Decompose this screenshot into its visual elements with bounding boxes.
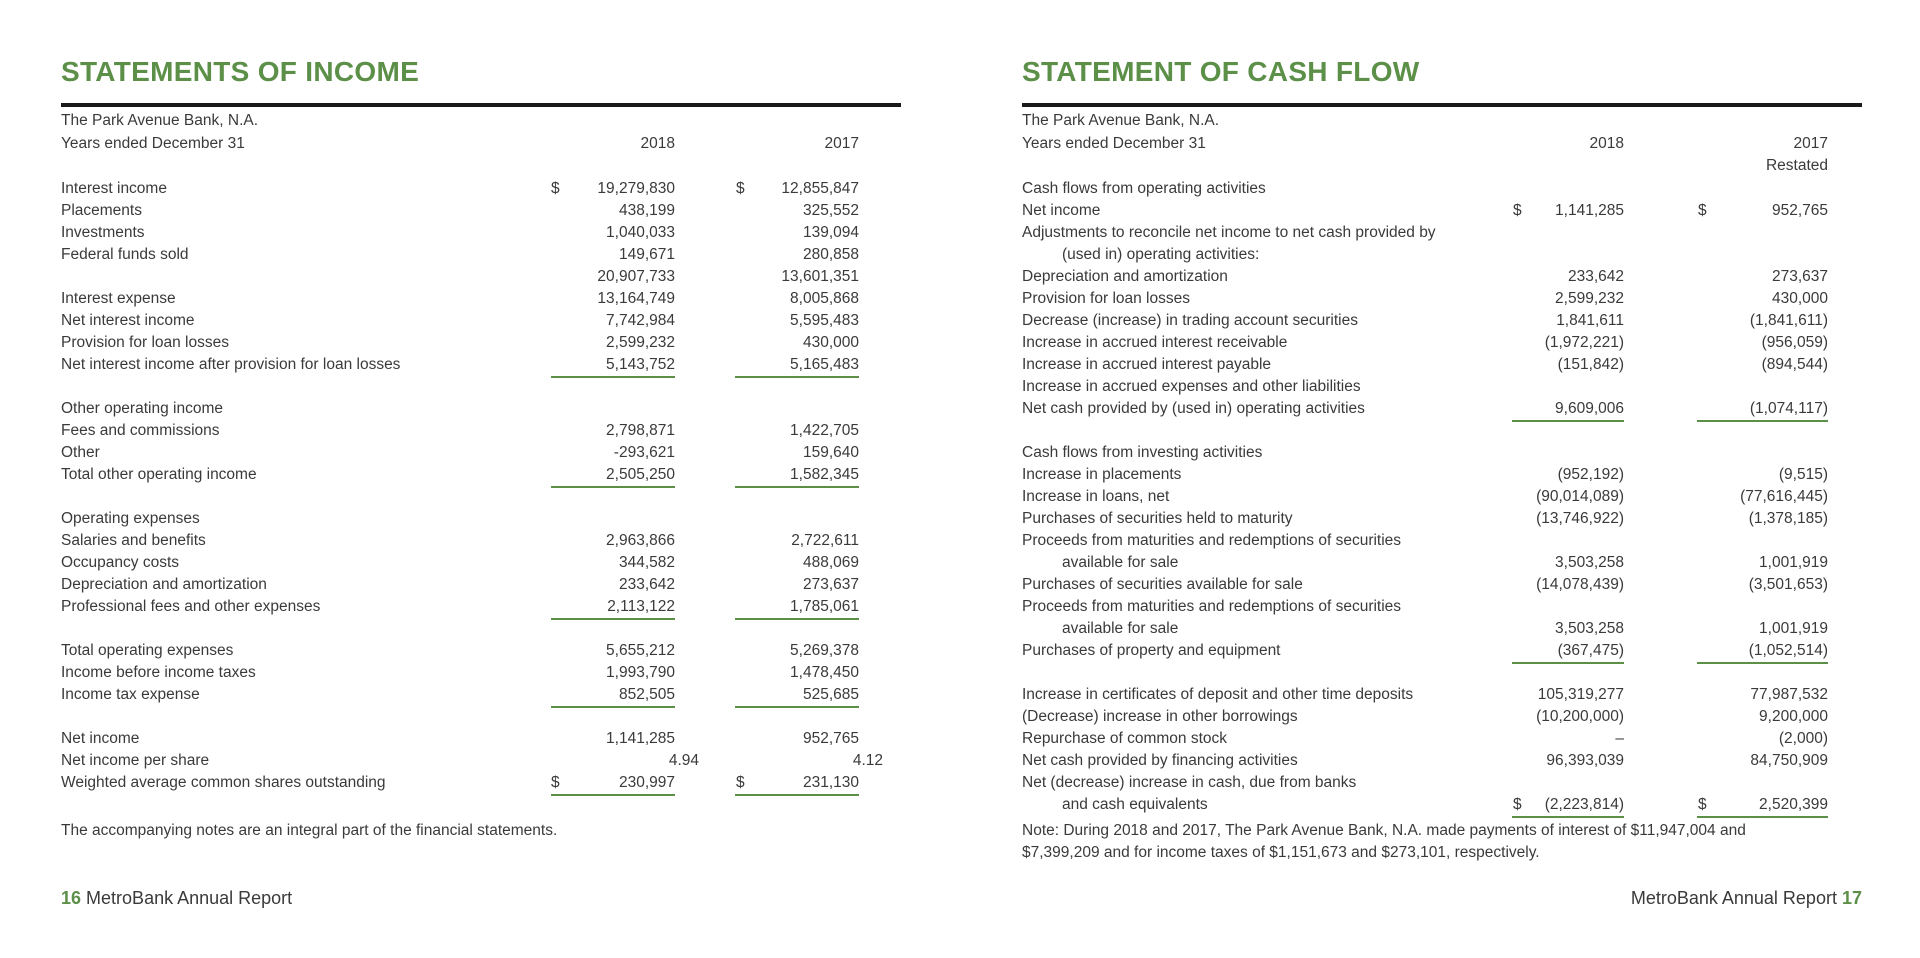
row-label: available for sale	[1062, 620, 1179, 637]
statement-row	[61, 530, 901, 552]
total-underline	[1512, 662, 1624, 664]
value-2018: 2,599,232	[606, 334, 675, 351]
row-label: and cash equivalents	[1062, 796, 1208, 813]
statement-row	[1022, 244, 1862, 266]
statement-row	[1022, 552, 1862, 574]
statement-row	[61, 728, 901, 750]
row-label: (Decrease) increase in other borrowings	[1022, 708, 1298, 725]
value-2018: 3,503,258	[1555, 620, 1624, 637]
row-label: Depreciation and amortization	[61, 576, 267, 593]
value-2017: 77,987,532	[1750, 686, 1828, 703]
value-2017: 5,595,483	[790, 312, 859, 329]
value-2018: (1,972,221)	[1544, 334, 1624, 351]
row-label: Other operating income	[61, 400, 223, 417]
footer-text: MetroBank Annual Report	[86, 888, 293, 908]
value-2018: 5,655,212	[606, 642, 675, 659]
total-underline	[735, 618, 859, 620]
total-underline	[1697, 420, 1828, 422]
statement-row	[61, 332, 901, 354]
total-underline	[735, 706, 859, 708]
currency-symbol: $	[551, 774, 560, 791]
value-2018: 1,040,033	[606, 224, 675, 241]
statement-row	[1022, 310, 1862, 332]
statement-row	[61, 398, 901, 420]
statement-row	[61, 596, 901, 618]
total-underline	[1697, 816, 1828, 818]
period-label: Years ended December 31	[1022, 135, 1206, 152]
statement-row	[1022, 332, 1862, 354]
title-rule	[61, 103, 901, 107]
row-label: Net income per share	[61, 752, 210, 769]
value-2018: 7,742,984	[606, 312, 675, 329]
statement-row	[61, 288, 901, 310]
value-2017: (1,841,611)	[1749, 312, 1828, 329]
value-2017: 952,765	[802, 730, 859, 747]
value-2018: 20,907,733	[597, 268, 675, 285]
page-footer-left	[61, 887, 292, 909]
value-2017: (1,052,514)	[1748, 642, 1828, 659]
row-label: Increase in accrued expenses and other liabilities	[1022, 378, 1361, 395]
statement-row	[1022, 706, 1862, 728]
value-2018: 105,319,277	[1537, 686, 1624, 703]
row-label: Total operating expenses	[61, 642, 234, 659]
statement-row	[61, 420, 901, 442]
row-label: Increase in accrued interest receivable	[1022, 334, 1288, 351]
statement-row	[61, 508, 901, 530]
value-2017: (1,074,117)	[1749, 400, 1828, 417]
row-label: Interest income	[61, 180, 167, 197]
statement-row	[1022, 486, 1862, 508]
statement-row	[1022, 354, 1862, 376]
value-2017: 139,094	[802, 224, 859, 241]
value-2017: (956,059)	[1761, 334, 1828, 351]
total-underline	[735, 794, 859, 796]
page-number: 16	[61, 888, 82, 908]
footnote: The accompanying notes are an integral part of the financial statements.	[61, 822, 558, 839]
total-underline	[551, 486, 675, 488]
value-2017: 325,552	[802, 202, 859, 219]
value-2017: 8,005,868	[790, 290, 859, 307]
value-2018: 1,141,285	[606, 730, 675, 747]
row-label: Net cash provided by (used in) operating activities	[1022, 400, 1365, 417]
statement-row	[1022, 618, 1862, 640]
value-2018: –	[1615, 730, 1624, 747]
row-label: Provision for loan losses	[1022, 290, 1190, 307]
bank-name: The Park Avenue Bank, N.A.	[61, 112, 259, 129]
currency-symbol: $	[736, 180, 745, 197]
total-underline	[1512, 420, 1624, 422]
statement-row	[61, 640, 901, 662]
value-2017: (894,544)	[1761, 356, 1828, 373]
row-label: Increase in loans, net	[1022, 488, 1170, 505]
value-2017: 231,130	[802, 774, 859, 791]
statement-row	[1022, 640, 1862, 662]
statement-row	[1022, 508, 1862, 530]
value-2017: 1,582,345	[790, 466, 859, 483]
statement-row	[61, 662, 901, 684]
row-label: Increase in certificates of deposit and other time deposits	[1022, 686, 1414, 703]
row-label: Weighted average common shares outstanding	[61, 774, 386, 791]
period-row	[1022, 133, 1862, 155]
statement-row	[1022, 288, 1862, 310]
value-2018: 4.94	[668, 752, 699, 769]
row-label: available for sale	[1062, 554, 1179, 571]
row-label: Income tax expense	[61, 686, 200, 703]
value-2017: 280,858	[802, 246, 859, 263]
value-2017: 273,637	[802, 576, 859, 593]
value-2017: 9,200,000	[1759, 708, 1828, 725]
statement-row	[61, 310, 901, 332]
value-2018: 344,582	[618, 554, 675, 571]
row-label: Proceeds from maturities and redemptions of securities	[1022, 598, 1402, 615]
statement-row	[61, 464, 901, 486]
value-2017: 5,269,378	[790, 642, 859, 659]
value-2018: 233,642	[618, 576, 675, 593]
value-2017: (9,515)	[1778, 466, 1828, 483]
value-2017: (3,501,653)	[1748, 576, 1828, 593]
value-2018: (10,200,000)	[1536, 708, 1624, 725]
total-underline	[551, 706, 675, 708]
note-line-1: Note: During 2018 and 2017, The Park Avenue Bank, N.A. made payments of interest of $11,947,004 and	[1022, 822, 1746, 839]
statement-row	[61, 442, 901, 464]
total-underline	[1512, 816, 1624, 818]
row-label: Purchases of securities available for sale	[1022, 576, 1303, 593]
column-header-2018: 2018	[640, 135, 675, 152]
value-2018: 230,997	[618, 774, 675, 791]
row-label: Purchases of securities held to maturity	[1022, 510, 1293, 527]
value-2017: 952,765	[1771, 202, 1828, 219]
period-row	[61, 133, 901, 155]
statement-row	[1022, 772, 1862, 794]
row-label: Decrease (increase) in trading account securities	[1022, 312, 1358, 329]
column-header-2017: 2017	[1793, 135, 1828, 152]
row-label: Operating expenses	[61, 510, 200, 527]
value-2017: 1,422,705	[790, 422, 859, 439]
value-2017: 4.12	[852, 752, 883, 769]
row-label: Fees and commissions	[61, 422, 220, 439]
currency-symbol: $	[1698, 796, 1707, 813]
statement-row	[61, 684, 901, 706]
value-2017: 273,637	[1771, 268, 1828, 285]
bank-name: The Park Avenue Bank, N.A.	[1022, 112, 1220, 129]
value-2018: 1,141,285	[1555, 202, 1624, 219]
statement-row	[1022, 200, 1862, 222]
value-2018: (90,014,089)	[1536, 488, 1624, 505]
statement-row	[61, 200, 901, 222]
value-2017: 159,640	[802, 444, 859, 461]
value-2017: 2,722,611	[791, 532, 859, 549]
value-2018: (2,223,814)	[1544, 796, 1624, 813]
page-title: STATEMENT OF CASH FLOW	[1022, 56, 1420, 87]
statement-row	[1022, 442, 1862, 464]
value-2017: (2,000)	[1778, 730, 1828, 747]
page-footer-right	[1631, 887, 1862, 909]
value-2018: 96,393,039	[1546, 752, 1624, 769]
value-2018: 852,505	[618, 686, 675, 703]
statement-row	[1022, 750, 1862, 772]
value-2018: (367,475)	[1557, 642, 1624, 659]
statement-row	[61, 354, 901, 376]
statement-row	[61, 178, 901, 200]
total-underline	[735, 376, 859, 378]
currency-symbol: $	[736, 774, 745, 791]
statement-row	[1022, 464, 1862, 486]
row-label: Investments	[61, 224, 145, 241]
value-2017: 2,520,399	[1759, 796, 1828, 813]
value-2018: 2,113,122	[607, 598, 675, 615]
statement-row	[61, 222, 901, 244]
statement-row	[61, 772, 901, 794]
row-label: Net income	[61, 730, 140, 747]
value-2017: (1,378,185)	[1748, 510, 1828, 527]
row-label: Purchases of property and equipment	[1022, 642, 1281, 659]
row-label: Provision for loan losses	[61, 334, 229, 351]
value-2017: 5,165,483	[790, 356, 859, 373]
currency-symbol: $	[1513, 202, 1522, 219]
total-underline	[551, 376, 675, 378]
statement-row	[61, 750, 901, 772]
column-header-2018: 2018	[1589, 135, 1624, 152]
row-label: Increase in placements	[1022, 466, 1182, 483]
value-2018: 1,993,790	[606, 664, 675, 681]
value-2017: 488,069	[802, 554, 859, 571]
row-label: Increase in accrued interest payable	[1022, 356, 1272, 373]
value-2018: (13,746,922)	[1536, 510, 1624, 527]
row-label: Income before income taxes	[61, 664, 256, 681]
row-label: (used in) operating activities:	[1062, 246, 1260, 263]
restated-row	[1022, 155, 1862, 177]
row-label: Interest expense	[61, 290, 176, 307]
value-2018: 3,503,258	[1555, 554, 1624, 571]
total-underline	[735, 486, 859, 488]
row-label: Net interest income	[61, 312, 195, 329]
statement-row	[1022, 376, 1862, 398]
title-rule	[1022, 103, 1862, 107]
value-2018: 1,841,611	[1556, 312, 1624, 329]
total-underline	[1697, 662, 1828, 664]
value-2018: 19,279,830	[597, 180, 675, 197]
value-2018: (952,192)	[1557, 466, 1624, 483]
value-2018: 2,599,232	[1555, 290, 1624, 307]
row-label: Salaries and benefits	[61, 532, 206, 549]
statement-row	[1022, 728, 1862, 750]
value-2017: 84,750,909	[1750, 752, 1828, 769]
statement-row	[1022, 398, 1862, 420]
value-2018: (151,842)	[1557, 356, 1624, 373]
row-label: Placements	[61, 202, 142, 219]
row-label: Other	[61, 444, 100, 461]
statement-row	[1022, 530, 1862, 552]
page-number: 17	[1841, 888, 1862, 908]
value-2018: 13,164,749	[597, 290, 675, 307]
row-label: Cash flows from operating activities	[1022, 180, 1266, 197]
row-label: Depreciation and amortization	[1022, 268, 1228, 285]
row-label: Repurchase of common stock	[1022, 730, 1228, 747]
value-2018: 2,798,871	[606, 422, 675, 439]
value-2017: 1,785,061	[790, 598, 859, 615]
statement-row	[1022, 574, 1862, 596]
row-label: Federal funds sold	[61, 246, 189, 263]
value-2018: -293,621	[613, 444, 675, 461]
value-2017: 525,685	[802, 686, 859, 703]
value-2018: 149,671	[618, 246, 675, 263]
column-subheader-restated: Restated	[1765, 157, 1828, 174]
value-2018: 5,143,752	[606, 356, 675, 373]
value-2018: 9,609,006	[1555, 400, 1624, 417]
value-2017: (77,616,445)	[1740, 488, 1828, 505]
period-label: Years ended December 31	[61, 135, 245, 152]
note-line-2: $7,399,209 and for income taxes of $1,151,673 and $273,101, respectively.	[1022, 844, 1540, 861]
value-2017: 430,000	[802, 334, 859, 351]
statement-row	[1022, 222, 1862, 244]
row-label: Net cash provided by financing activities	[1022, 752, 1298, 769]
row-label: Net income	[1022, 202, 1101, 219]
row-label: Adjustments to reconcile net income to net cash provided by	[1022, 224, 1436, 241]
statement-row	[1022, 684, 1862, 706]
cash-flow-note	[1022, 820, 1746, 864]
value-2017: 12,855,847	[781, 180, 859, 197]
statement-row	[61, 266, 901, 288]
row-label: Net (decrease) increase in cash, due from banks	[1022, 774, 1357, 791]
row-label: Net interest income after provision for loan losses	[61, 356, 401, 373]
statement-row	[1022, 596, 1862, 618]
row-label: Occupancy costs	[61, 554, 180, 571]
total-underline	[551, 794, 675, 796]
row-label: Professional fees and other expenses	[61, 598, 321, 615]
currency-symbol: $	[551, 180, 560, 197]
page-title: STATEMENTS OF INCOME	[61, 56, 420, 87]
statement-row	[61, 244, 901, 266]
value-2017: 1,478,450	[790, 664, 859, 681]
value-2018: 2,963,866	[606, 532, 675, 549]
row-label: Total other operating income	[61, 466, 257, 483]
value-2017: 1,001,919	[1759, 554, 1828, 571]
value-2018: 2,505,250	[606, 466, 675, 483]
currency-symbol: $	[1513, 796, 1522, 813]
value-2018: 438,199	[618, 202, 675, 219]
value-2017: 1,001,919	[1759, 620, 1828, 637]
statement-row	[1022, 794, 1862, 816]
currency-symbol: $	[1698, 202, 1707, 219]
value-2017: 430,000	[1771, 290, 1828, 307]
statement-row	[61, 574, 901, 596]
total-underline	[551, 618, 675, 620]
column-header-2017: 2017	[824, 135, 859, 152]
value-2017: 13,601,351	[781, 268, 859, 285]
statement-row	[1022, 266, 1862, 288]
value-2018: (14,078,439)	[1536, 576, 1624, 593]
row-label: Cash flows from investing activities	[1022, 444, 1263, 461]
footer-text: MetroBank Annual Report	[1630, 888, 1837, 908]
value-2018: 233,642	[1567, 268, 1624, 285]
statement-row	[61, 552, 901, 574]
statement-row	[1022, 178, 1862, 200]
row-label: Proceeds from maturities and redemptions of securities	[1022, 532, 1402, 549]
